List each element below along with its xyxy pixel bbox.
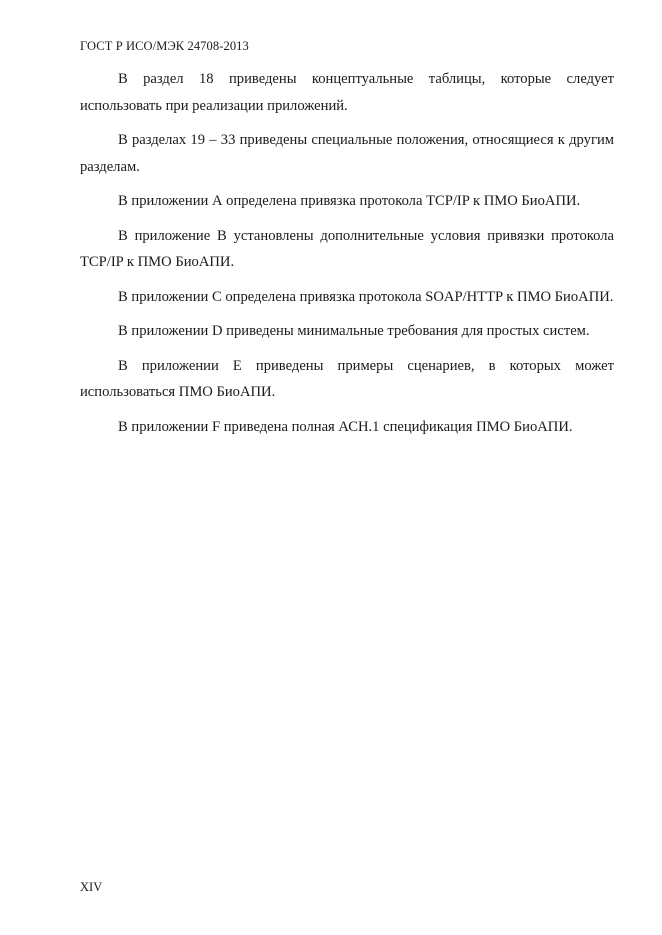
page-number: XIV bbox=[80, 880, 103, 894]
paragraph-annex-c: В приложении С определена привязка протокола SOAP/HTTP к ПМО БиоАПИ. bbox=[118, 288, 614, 305]
paragraph-section-18: В раздел 18 приведены концептуальные таблицы, которые следует использовать при реализации приложений. bbox=[80, 71, 614, 114]
paragraph-annex-e: В приложении Е приведены примеры сценариев, в которых может использоваться ПМО БиоАПИ. bbox=[80, 357, 614, 400]
paragraph-annex-b: В приложение В установлены дополнительные условия привязки протокола TCP/IP к ПМО БиоАПИ. bbox=[80, 227, 614, 270]
paragraph-sections-19-33: В разделах 19 – 33 приведены специальные положения, относящиеся к другим разделам. bbox=[80, 132, 614, 175]
running-header: ГОСТ Р ИСО/МЭК 24708-2013 bbox=[80, 39, 249, 53]
body-text bbox=[80, 66, 614, 448]
paragraph-annex-f: В приложении F приведена полная АСН.1 спецификация ПМО БиоАПИ. bbox=[118, 418, 573, 435]
paragraph-annex-d: В приложении D приведены минимальные требования для простых систем. bbox=[118, 323, 590, 339]
paragraph-annex-a: В приложении А определена привязка протокола TCP/IP к ПМО БиоАПИ. bbox=[118, 193, 581, 209]
